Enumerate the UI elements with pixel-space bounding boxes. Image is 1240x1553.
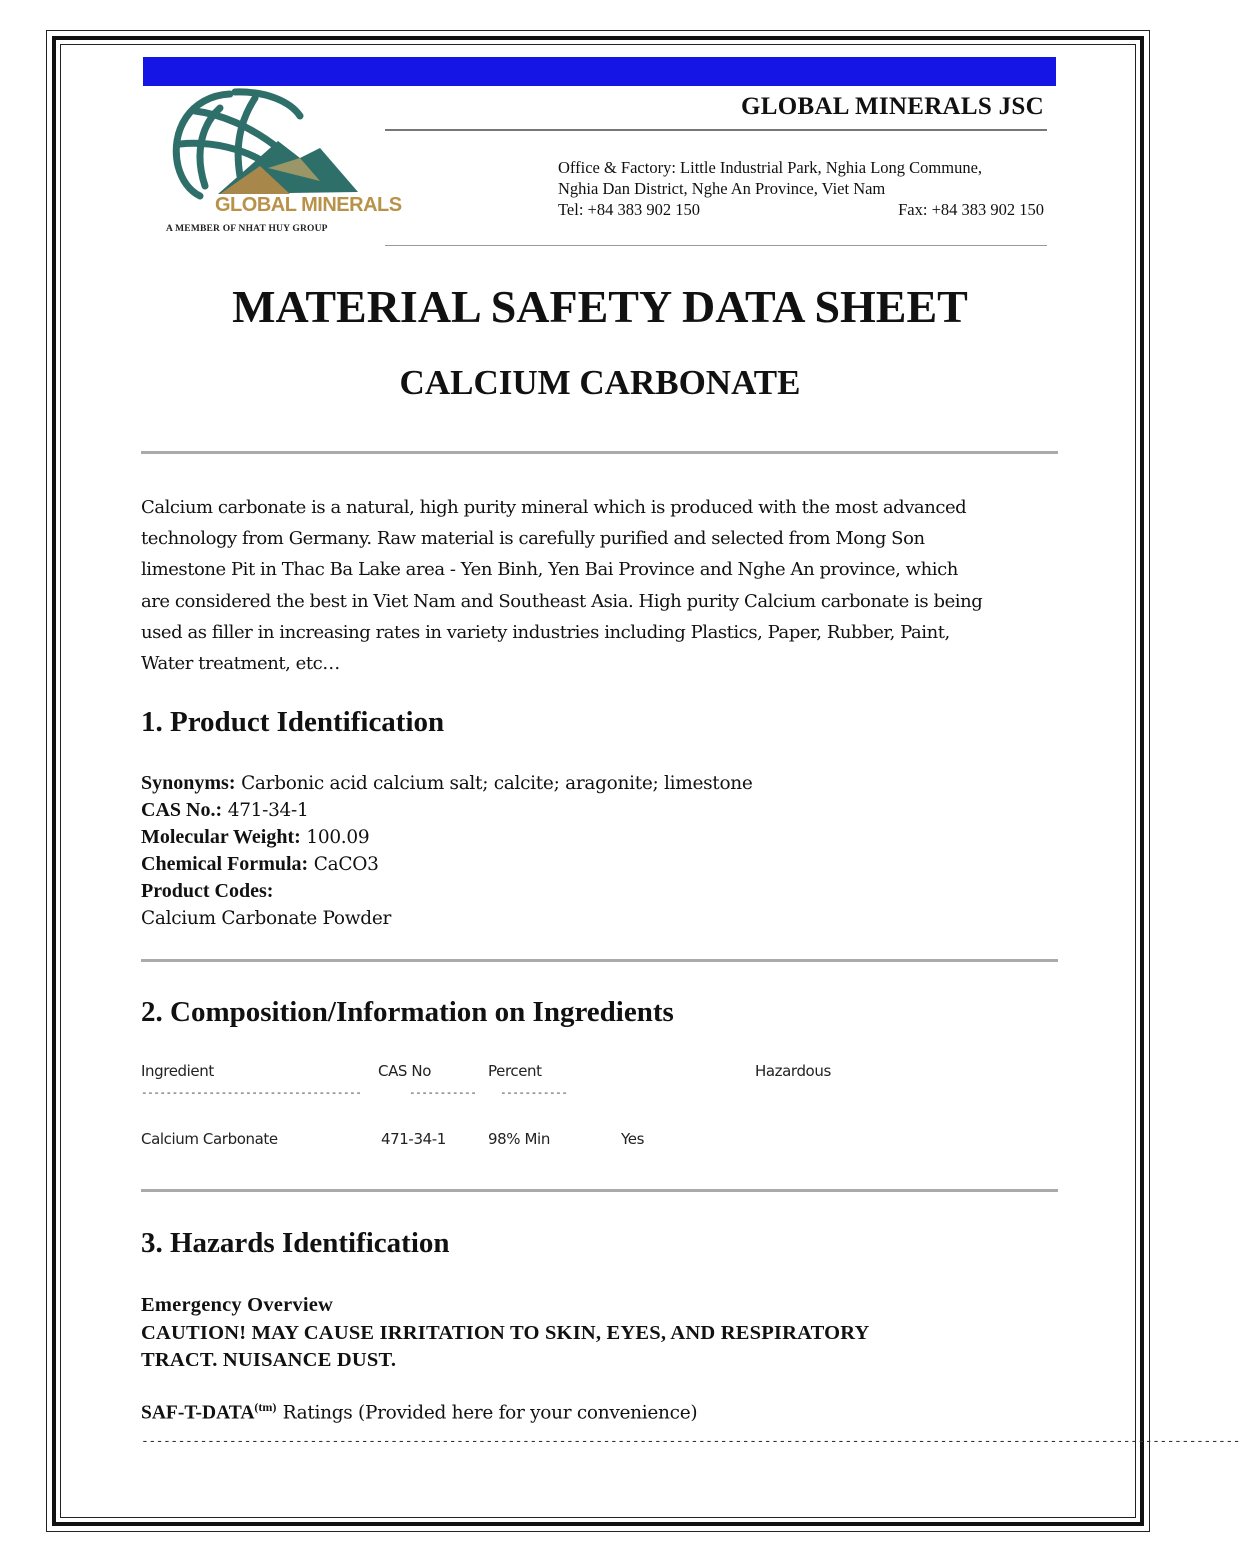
- trademark-mark: (tm): [254, 1400, 277, 1414]
- field-value: 471-34-1: [227, 800, 309, 821]
- table-cell-ingredient: Calcium Carbonate: [141, 1130, 278, 1148]
- company-name: GLOBAL MINERALS JSC: [741, 93, 1044, 120]
- emergency-overview-label: Emergency Overview: [141, 1294, 334, 1316]
- emergency-overview: [141, 1292, 870, 1375]
- product-codes-field: [141, 878, 753, 905]
- saf-label: SAF-T-DATA: [141, 1402, 255, 1424]
- saf-dashed-line: ------------------------------------------------------------------------------------------------------------------------------------------------------: [141, 1434, 1240, 1449]
- saf-t-data-ratings: [141, 1400, 697, 1425]
- field-label: Product Codes:: [141, 880, 274, 902]
- section-divider: [141, 451, 1058, 454]
- intro-line: limestone Pit in Thac Ba Lake area - Yen Binh, Yen Bai Province and Nghe An province, which: [141, 559, 958, 581]
- product-identification-fields: [141, 770, 753, 932]
- header-divider: [385, 129, 1047, 131]
- field-label: Chemical Formula:: [141, 853, 309, 875]
- contact-line: [558, 199, 1044, 220]
- caution-text: CAUTION! MAY CAUSE IRRITATION TO SKIN, EYES, AND RESPIRATORY: [141, 1321, 870, 1344]
- table-cell-percent: 98% Min: [488, 1130, 550, 1148]
- intro-line: technology from Germany. Raw material is carefully purified and selected from Mong Son: [141, 528, 925, 550]
- product-codes-value: [141, 905, 753, 932]
- address-line: Nghia Dan District, Nghe An Province, Viet Nam: [558, 179, 886, 198]
- company-logo: [160, 86, 402, 241]
- field-label: CAS No.:: [141, 799, 223, 821]
- document-title: MATERIAL SAFETY DATA SHEET: [232, 281, 968, 332]
- intro-line: Water treatment, etc…: [141, 653, 340, 675]
- table-header-underline: -----------: [409, 1086, 477, 1099]
- field-value: 100.09: [306, 827, 370, 848]
- field-value: CaCO3: [313, 854, 379, 875]
- company-address: [558, 157, 1048, 220]
- saf-text: Ratings (Provided here for your convenience): [282, 1402, 698, 1424]
- table-header-underline: ------------------------------------: [141, 1086, 362, 1099]
- section-2-title: 2. Composition/Information on Ingredients: [141, 996, 674, 1028]
- chemical-formula-field: [141, 851, 753, 878]
- field-value: Calcium Carbonate Powder: [141, 908, 392, 929]
- molecular-weight-field: [141, 824, 753, 851]
- caution-text: TRACT. NUISANCE DUST.: [141, 1349, 397, 1371]
- section-divider: [141, 1189, 1058, 1192]
- header-blue-bar: [143, 57, 1056, 86]
- logo-subtitle: A MEMBER OF NHAT HUY GROUP: [166, 224, 328, 234]
- table-header-cas: CAS No: [378, 1062, 432, 1080]
- cas-field: [141, 797, 753, 824]
- intro-line: used as filler in increasing rates in variety industries including Plastics, Paper, Rubber, Paint,: [141, 621, 950, 643]
- section-1-title: 1. Product Identification: [141, 706, 445, 738]
- synonyms-field: [141, 770, 753, 797]
- table-header-underline: -----------: [500, 1086, 568, 1099]
- section-3-title: 3. Hazards Identification: [141, 1227, 450, 1259]
- table-cell-hazardous: Yes: [621, 1130, 645, 1148]
- intro-line: are considered the best in Viet Nam and Southeast Asia. High purity Calcium carbonate is being: [141, 590, 983, 612]
- globe-mountain-icon: [160, 86, 370, 206]
- telephone: Tel: +84 383 902 150: [558, 200, 700, 219]
- table-cell-cas: 471-34-1: [381, 1130, 446, 1148]
- field-value: Carbonic acid calcium salt; calcite; aragonite; limestone: [241, 773, 753, 794]
- table-header-ingredient: Ingredient: [141, 1062, 214, 1080]
- address-line: Office & Factory: Little Industrial Park, Nghia Long Commune,: [558, 158, 983, 177]
- table-header-percent: Percent: [488, 1062, 542, 1080]
- intro-line: Calcium carbonate is a natural, high purity mineral which is produced with the most advanced: [141, 497, 967, 518]
- section-divider: [141, 959, 1058, 962]
- fax: Fax: +84 383 902 150: [898, 200, 1044, 219]
- field-label: Molecular Weight:: [141, 826, 301, 848]
- field-label: Synonyms:: [141, 772, 236, 794]
- intro-paragraph: [141, 492, 1061, 679]
- logo-text: GLOBAL MINERALS: [215, 194, 402, 216]
- document-subtitle: CALCIUM CARBONATE: [399, 363, 801, 402]
- header-divider: [385, 245, 1047, 246]
- table-header-hazardous: Hazardous: [755, 1062, 831, 1080]
